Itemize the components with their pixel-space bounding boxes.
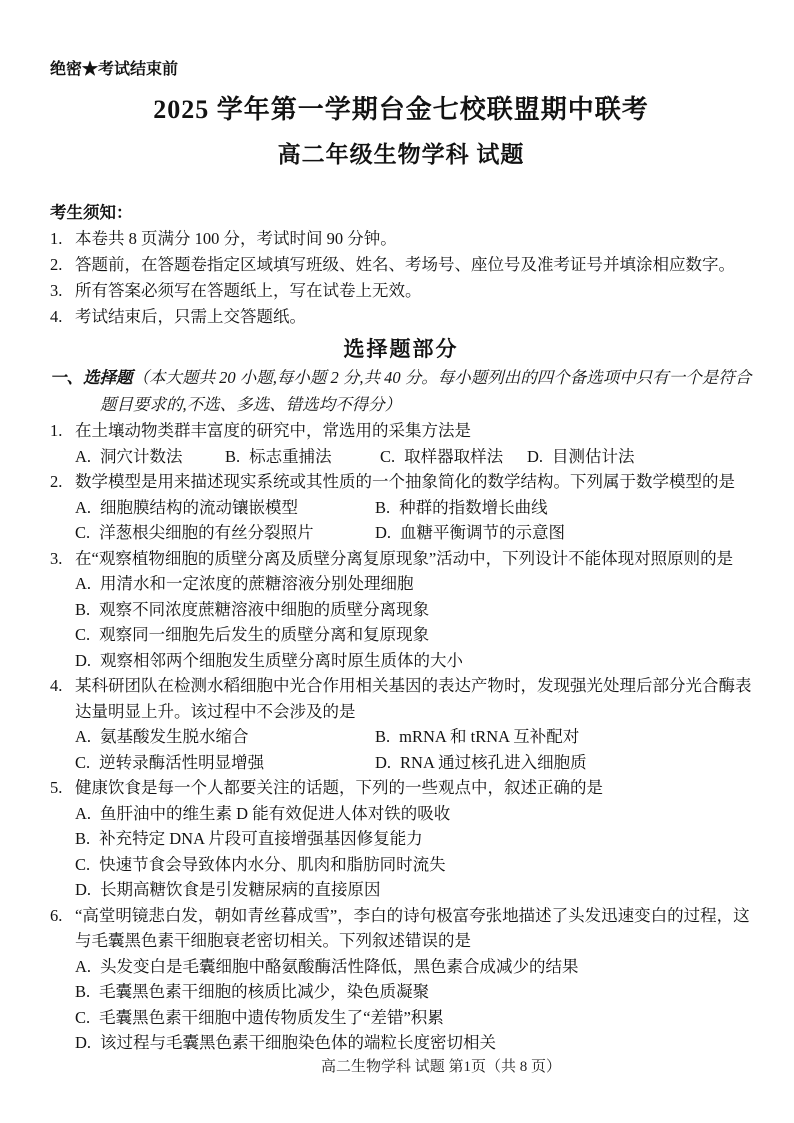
option-d-text: RNA 通过核孔进入细胞质 bbox=[400, 752, 587, 772]
section-title: 选择题部分 bbox=[343, 337, 459, 361]
question-5-text: 健康饮食是每一个人都要关注的话题，下列的一些观点中，叙述正确的是 bbox=[75, 778, 603, 797]
question-4-number: 4. bbox=[50, 676, 63, 695]
notice-section bbox=[50, 200, 752, 330]
option-c bbox=[380, 444, 527, 470]
option-d-label: D. bbox=[75, 1033, 92, 1052]
option-c bbox=[75, 520, 375, 546]
notice-item-number: 1. bbox=[50, 229, 63, 248]
option-d bbox=[527, 444, 635, 470]
option-a-text: 用清水和一定浓度的蔗糖溶液分别处理细胞 bbox=[100, 574, 414, 593]
option-b-text: 标志重捕法 bbox=[249, 446, 332, 466]
option-b-label: B. bbox=[225, 446, 241, 466]
question-1-text: 在土壤动物类群丰富度的研究中，常选用的采集方法是 bbox=[75, 421, 471, 440]
option-d bbox=[75, 877, 752, 903]
security-label: 绝密★考试结束前 bbox=[50, 61, 179, 78]
option-b bbox=[375, 724, 752, 750]
option-a bbox=[75, 801, 752, 827]
notice-item-number: 2. bbox=[50, 255, 63, 274]
section-instructions-body: （本大题共 20 小题,每小题 2 分,共 40 分。每小题列出的四个备选项中只有一个是符合题目要求的,不选、多选、错选均不得分） bbox=[100, 368, 752, 414]
option-d bbox=[375, 520, 752, 546]
exam-title: 2025 学年第一学期台金七校联盟期中联考 bbox=[153, 95, 649, 124]
option-c-label: C. bbox=[75, 1007, 91, 1027]
question-2 bbox=[50, 469, 752, 546]
option-c-text: 取样器取样法 bbox=[404, 446, 504, 466]
option-a bbox=[75, 444, 225, 470]
option-d bbox=[75, 648, 752, 674]
question-6-stem bbox=[50, 903, 752, 954]
option-a-label: A. bbox=[75, 446, 92, 466]
question-5 bbox=[50, 775, 752, 903]
option-b bbox=[225, 444, 380, 470]
option-a-text: 头发变白是毛囊细胞中酪氨酸酶活性降低，黑色素合成减少的结果 bbox=[100, 956, 579, 976]
question-3-text: 在“观察植物细胞的质壁分离及质壁分离复原现象”活动中，下列设计不能体现对照原则的是 bbox=[75, 548, 734, 568]
question-4-text: 某科研团队在检测水稻细胞中光合作用相关基因的表达产物时，发现强光处理后部分光合酶表达量明显上升。该过程中不会涉及的是 bbox=[75, 676, 752, 721]
option-d-label: D. bbox=[375, 523, 392, 542]
option-d-text: 目测估计法 bbox=[552, 446, 635, 466]
option-c-label: C. bbox=[75, 752, 91, 772]
option-a-label: A. bbox=[75, 727, 92, 746]
notice-item bbox=[50, 304, 752, 330]
option-b-text: 种群的指数增长曲线 bbox=[399, 497, 548, 517]
option-b-label: B. bbox=[375, 497, 391, 517]
option-b-label: B. bbox=[75, 829, 91, 848]
option-c-text: 快速节食会导致体内水分、肌肉和脂肪同时流失 bbox=[99, 854, 446, 874]
question-3 bbox=[50, 546, 752, 674]
question-4-options bbox=[50, 724, 752, 775]
question-2-options bbox=[50, 495, 752, 546]
question-3-options bbox=[50, 571, 752, 673]
question-1-options bbox=[50, 444, 752, 470]
notice-item-text: 本卷共 8 页满分 100 分，考试时间 90 分钟。 bbox=[75, 229, 397, 248]
option-a-text: 鱼肝油中的维生素 D 能有效促进人体对铁的吸收 bbox=[100, 803, 451, 823]
question-6-text: “高堂明镜悲白发，朝如青丝暮成雪”，李白的诗句极富夸张地描述了头发迅速变白的过程，这与毛囊黑色素干细胞衰老密切相关。下列叙述错误的是 bbox=[75, 905, 750, 950]
option-c-label: C. bbox=[380, 446, 396, 466]
option-a bbox=[75, 724, 375, 750]
question-3-stem bbox=[50, 546, 752, 572]
option-b bbox=[75, 979, 752, 1005]
option-d-text: 血糖平衡调节的示意图 bbox=[400, 523, 566, 542]
option-d-label: D. bbox=[75, 880, 92, 899]
option-a bbox=[75, 954, 752, 980]
option-b bbox=[375, 495, 752, 521]
question-4-stem bbox=[50, 673, 752, 724]
question-6-number: 6. bbox=[50, 905, 63, 925]
option-a bbox=[75, 495, 375, 521]
notice-item-number: 3. bbox=[50, 281, 63, 300]
option-b-label: B. bbox=[375, 727, 391, 746]
option-c-text: 洋葱根尖细胞的有丝分裂照片 bbox=[99, 523, 314, 542]
question-6 bbox=[50, 903, 752, 1056]
option-b bbox=[75, 826, 752, 852]
option-b-text: 补充特定 DNA 片段可直接增强基因修复能力 bbox=[99, 829, 423, 848]
option-c bbox=[75, 852, 752, 878]
option-b-text: 毛囊黑色素干细胞的核质比减少，染色质凝聚 bbox=[99, 982, 430, 1001]
option-c-text: 逆转录酶活性明显增强 bbox=[99, 752, 265, 772]
option-b-label: B. bbox=[75, 599, 91, 619]
option-c bbox=[75, 1005, 752, 1031]
notice-item bbox=[50, 252, 752, 278]
question-4 bbox=[50, 673, 752, 775]
option-d-text: 该过程与毛囊黑色素干细胞染色体的端粒长度密切相关 bbox=[100, 1033, 497, 1052]
option-c bbox=[75, 750, 375, 776]
section-instructions bbox=[50, 364, 752, 418]
question-6-options bbox=[50, 954, 752, 1056]
option-a-label: A. bbox=[75, 574, 92, 593]
question-5-options bbox=[50, 801, 752, 903]
notice-item-text: 考试结束后，只需上交答题纸。 bbox=[75, 307, 306, 326]
option-d bbox=[375, 750, 752, 776]
option-c-label: C. bbox=[75, 523, 91, 542]
option-c-label: C. bbox=[75, 854, 91, 874]
notice-item bbox=[50, 226, 752, 252]
option-a-label: A. bbox=[75, 803, 92, 823]
option-d-text: 长期高糖饮食是引发糖尿病的直接原因 bbox=[100, 880, 381, 899]
option-b-text: 观察不同浓度蔗糖溶液中细胞的质壁分离现象 bbox=[99, 599, 430, 619]
notice-item-text: 所有答案必须写在答题纸上，写在试卷上无效。 bbox=[75, 281, 422, 300]
option-d-text: 观察相邻两个细胞发生质壁分离时原生质体的大小 bbox=[100, 650, 464, 670]
question-5-number: 5. bbox=[50, 778, 63, 797]
option-a-text: 氨基酸发生脱水缩合 bbox=[100, 727, 249, 746]
notice-item bbox=[50, 278, 752, 304]
option-d-label: D. bbox=[527, 446, 544, 466]
question-1 bbox=[50, 418, 752, 469]
option-b bbox=[75, 597, 752, 623]
question-3-number: 3. bbox=[50, 548, 63, 568]
option-b-label: B. bbox=[75, 982, 91, 1001]
page-footer: 高二生物学科 试题 第1页（共 8 页） bbox=[320, 1059, 561, 1075]
question-5-stem bbox=[50, 775, 752, 801]
notice-item-number: 4. bbox=[50, 307, 63, 326]
question-1-stem bbox=[50, 418, 752, 444]
option-a-label: A. bbox=[75, 497, 92, 517]
option-c bbox=[75, 622, 752, 648]
question-1-number: 1. bbox=[50, 421, 63, 440]
notice-heading: 考生须知： bbox=[50, 203, 133, 222]
question-list bbox=[50, 418, 752, 1056]
option-a-text: 细胞膜结构的流动镶嵌模型 bbox=[100, 497, 299, 517]
option-a-text: 洞穴计数法 bbox=[100, 446, 183, 466]
option-c-label: C. bbox=[75, 625, 91, 644]
question-2-stem bbox=[50, 469, 752, 495]
option-a-label: A. bbox=[75, 956, 92, 976]
option-d bbox=[75, 1030, 752, 1056]
option-a bbox=[75, 571, 752, 597]
question-2-number: 2. bbox=[50, 472, 63, 491]
option-d-label: D. bbox=[375, 752, 392, 772]
option-c-text: 毛囊黑色素干细胞中遗传物质发生了“差错”积累 bbox=[99, 1007, 444, 1027]
exam-subtitle: 高二年级生物学科 试题 bbox=[277, 142, 525, 167]
section-instructions-prefix: 一、选择题 bbox=[50, 368, 133, 387]
option-d-label: D. bbox=[75, 650, 92, 670]
notice-item-text: 答题前，在答题卷指定区域填写班级、姓名、考场号、座位号及准考证号并填涂相应数字。 bbox=[75, 255, 735, 274]
option-c-text: 观察同一细胞先后发生的质壁分离和复原现象 bbox=[99, 625, 430, 644]
question-2-text: 数学模型是用来描述现实系统或其性质的一个抽象简化的数学结构。下列属于数学模型的是 bbox=[75, 472, 735, 491]
option-b-text: mRNA 和 tRNA 互补配对 bbox=[399, 727, 580, 746]
